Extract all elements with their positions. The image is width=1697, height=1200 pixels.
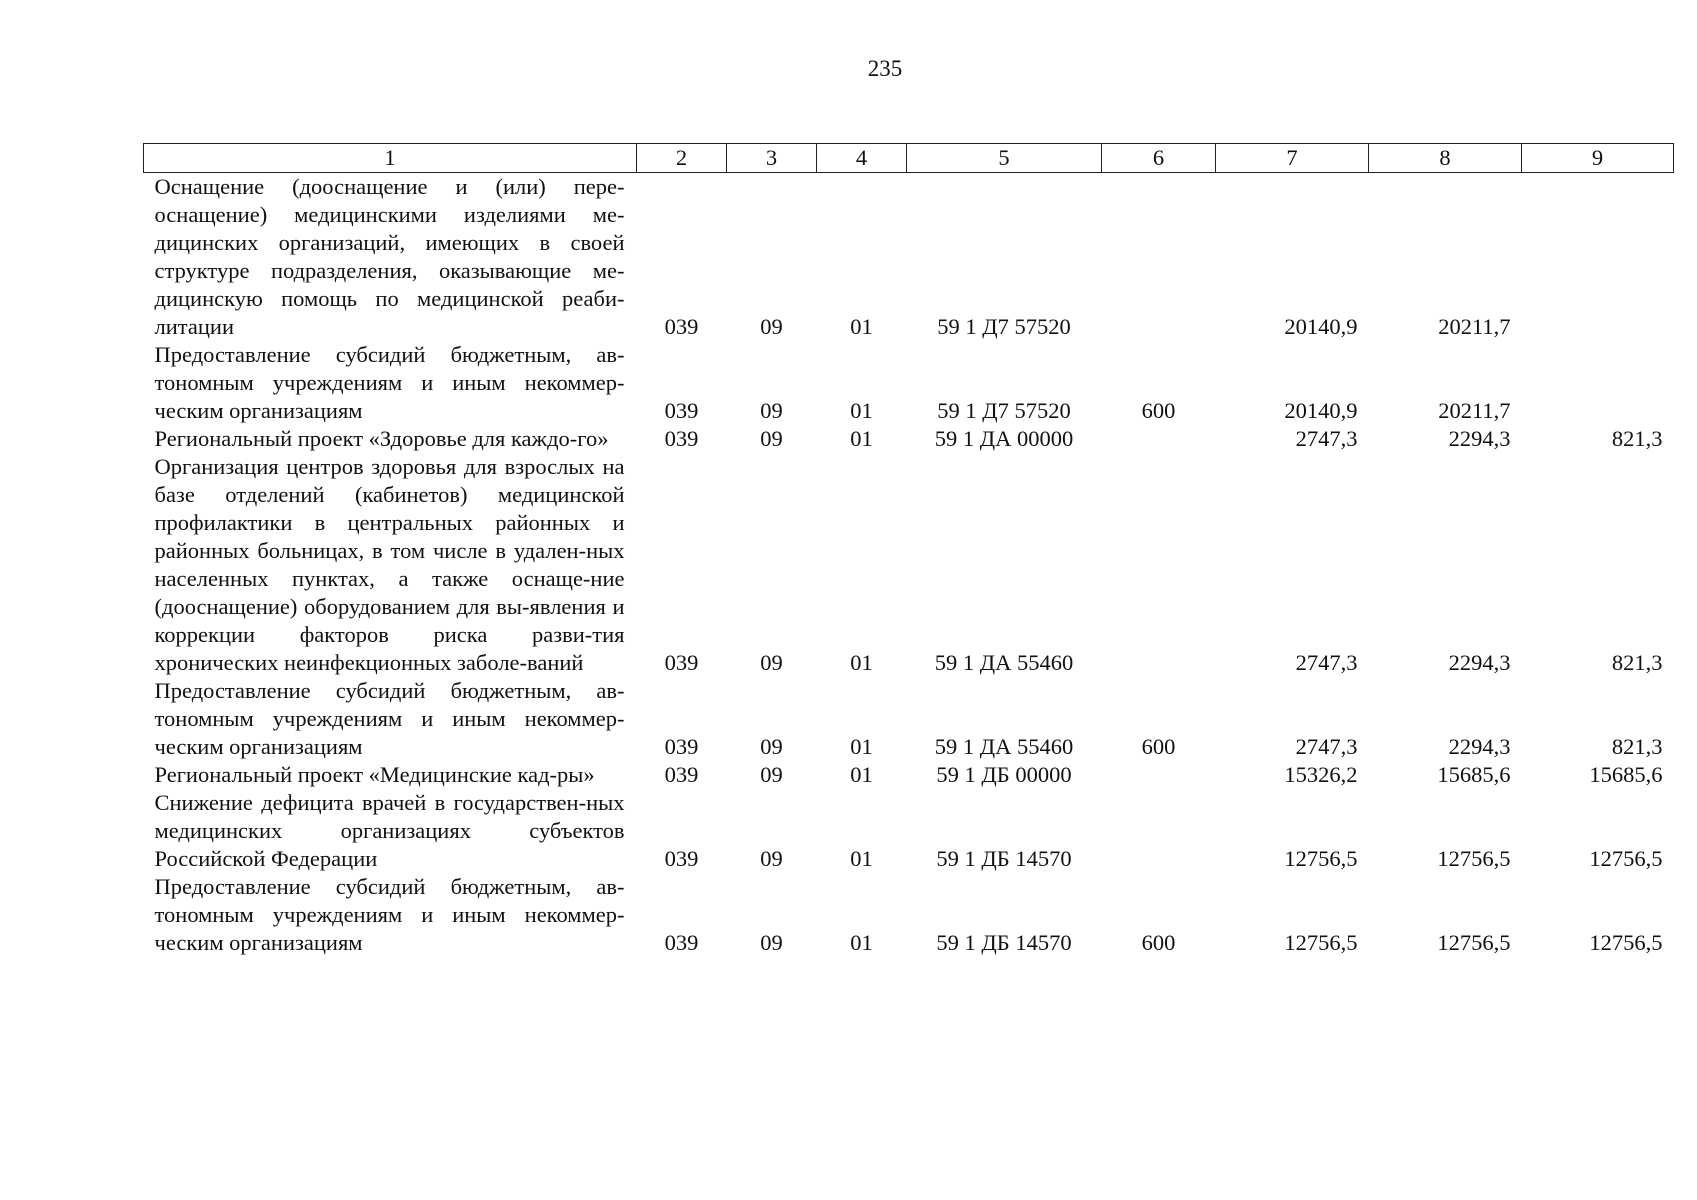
cell-target-article: 59 1 ДА 55460 [934,650,1074,675]
cell-target-article: 59 1 ДА 55460 [934,734,1074,759]
row-name: Региональный проект «Здоровье для каждо-го» [154,426,609,451]
cell-subsection: 01 [850,650,873,675]
cell-subsection: 01 [850,398,873,423]
cell-expense-type [1102,789,1216,873]
cell-target-article: 59 1 ДБ 14570 [936,930,1072,955]
cell-amount-col7: 15326,2 [1284,762,1358,787]
cell-section: 09 [760,762,783,787]
cell-target-article: 59 1 ДБ 14570 [936,846,1072,871]
column-header: 1 [144,144,637,173]
cell-amount-col8: 12756,5 [1437,930,1511,955]
budget-table [143,143,1674,957]
cell-amount-col9 [1522,173,1674,342]
table-row [144,425,1674,453]
cell-admin-code: 039 [664,930,699,955]
table-row [144,789,1674,873]
cell-admin-code: 039 [664,650,699,675]
cell-amount-col8: 12756,5 [1437,846,1511,871]
cell-amount-col8: 20211,7 [1438,314,1511,339]
table-row [144,453,1674,677]
cell-amount-col9: 15685,6 [1589,762,1663,787]
cell-subsection: 01 [850,846,873,871]
cell-subsection: 01 [850,930,873,955]
column-header: 9 [1522,144,1674,173]
cell-target-article: 59 1 Д7 57520 [937,398,1071,423]
column-header: 2 [637,144,727,173]
cell-admin-code: 039 [664,398,699,423]
cell-admin-code: 039 [664,426,699,451]
cell-admin-code: 039 [664,846,699,871]
cell-amount-col9: 12756,5 [1589,846,1663,871]
cell-amount-col7: 2747,3 [1295,426,1358,451]
cell-admin-code: 039 [664,734,699,759]
table-row [144,873,1674,957]
table-row [144,677,1674,761]
cell-amount-col9: 821,3 [1611,734,1663,759]
cell-section: 09 [760,426,783,451]
cell-expense-type [1102,425,1216,453]
cell-amount-col7: 12756,5 [1284,846,1358,871]
cell-section: 09 [760,734,783,759]
row-name: Региональный проект «Медицинские кад-ры» [154,762,595,787]
cell-expense-type: 600 [1141,734,1176,759]
cell-amount-col9 [1522,341,1674,425]
cell-amount-col8: 2294,3 [1448,650,1511,675]
row-name: Предоставление субсидий бюджетным, ав-тономным учреждениям и иным некоммер-ческим организациям [154,342,625,423]
cell-amount-col8: 2294,3 [1448,734,1511,759]
cell-amount-col9: 12756,5 [1589,930,1663,955]
column-header: 6 [1102,144,1216,173]
cell-expense-type: 600 [1141,930,1176,955]
cell-expense-type [1102,173,1216,342]
cell-target-article: 59 1 Д7 57520 [937,314,1071,339]
column-header: 4 [817,144,907,173]
cell-admin-code: 039 [664,762,699,787]
cell-section: 09 [760,314,783,339]
row-name: Снижение дефицита врачей в государствен-ных медицинских организациях субъектов Российской Федерации [154,790,625,871]
cell-expense-type [1102,761,1216,789]
cell-subsection: 01 [850,426,873,451]
cell-expense-type [1102,453,1216,677]
row-name: Оснащение (дооснащение и (или) пере-оснащение) медицинскими изделиями ме-дицинских организаций, имеющих в своей структуре подразделения, оказывающие ме-дицинскую помощь по медицинской реаби-литации [154,174,625,339]
cell-amount-col8: 20211,7 [1438,398,1511,423]
cell-target-article: 59 1 ДБ 00000 [936,762,1072,787]
cell-subsection: 01 [850,314,873,339]
table-row [144,761,1674,789]
cell-expense-type: 600 [1141,398,1176,423]
cell-amount-col8: 15685,6 [1437,762,1511,787]
row-name: Предоставление субсидий бюджетным, ав-тономным учреждениям и иным некоммер-ческим организациям [154,874,625,955]
row-name: Организация центров здоровья для взрослых на базе отделений (кабинетов) медицинской профилактики в центральных районных и районных больницах, в том числе в удален-ных населенных пунктах, а также оснаще-ние (дооснащение) оборудованием для вы-явления и коррекции факторов риска разви-тия хронических неинфекционных заболе-ваний [154,454,625,675]
table-row [144,341,1674,425]
column-header: 7 [1216,144,1369,173]
cell-section: 09 [760,846,783,871]
cell-amount-col7: 2747,3 [1295,734,1358,759]
cell-section: 09 [760,398,783,423]
cell-subsection: 01 [850,734,873,759]
cell-amount-col8: 2294,3 [1448,426,1511,451]
cell-amount-col9: 821,3 [1611,426,1663,451]
cell-amount-col9: 821,3 [1611,650,1663,675]
cell-section: 09 [760,650,783,675]
column-header: 3 [727,144,817,173]
cell-target-article: 59 1 ДА 00000 [934,426,1074,451]
cell-section: 09 [760,930,783,955]
cell-amount-col7: 2747,3 [1295,650,1358,675]
header-row [144,144,1674,173]
cell-amount-col7: 20140,9 [1284,314,1358,339]
cell-subsection: 01 [850,762,873,787]
cell-admin-code: 039 [664,314,699,339]
table-row [144,173,1674,342]
cell-amount-col7: 20140,9 [1284,398,1358,423]
column-header: 5 [907,144,1102,173]
cell-amount-col7: 12756,5 [1284,930,1358,955]
page-number: 235 [867,56,903,81]
column-header: 8 [1369,144,1522,173]
row-name: Предоставление субсидий бюджетным, ав-тономным учреждениям и иным некоммер-ческим организациям [154,678,625,759]
